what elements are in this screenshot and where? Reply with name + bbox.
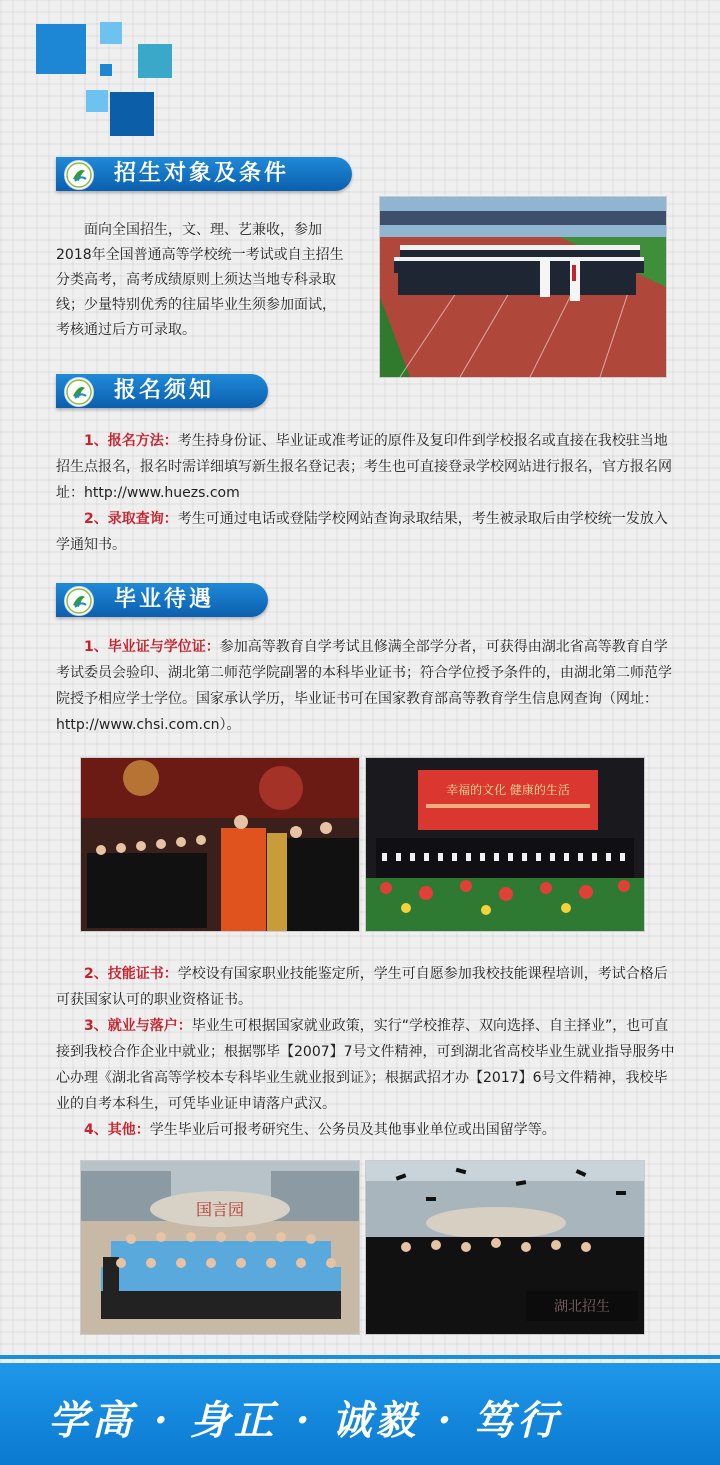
item-text: 学校设有国家职业技能鉴定所，学生可自愿参加我校技能课程培训，考试合格后可获国家认可的职业资格证书。 — [56, 966, 668, 1008]
section-heading-benefits — [56, 583, 268, 617]
item-label: 1、报名方法： — [84, 433, 178, 449]
item-label: 4、其他： — [84, 1122, 150, 1138]
list-item — [56, 428, 676, 506]
decor-square — [86, 90, 108, 112]
section3-body-1 — [56, 634, 676, 738]
item-label: 2、录取查询： — [84, 511, 178, 527]
item-text: 学生毕业后可报考研究生、公务员及其他事业单位或出国留学等。 — [149, 1122, 556, 1138]
decor-square — [100, 22, 122, 44]
decor-square — [138, 44, 172, 78]
photo-watermark-text: 湖北招生 — [554, 1299, 610, 1315]
body-line: 线；少量特别优秀的往届毕业生须参加面试， — [56, 297, 336, 313]
list-item — [56, 961, 676, 1013]
item-text: 毕业生可根据国家就业政策，实行“学校推荐、双向选择、自主择业”，也可直接到我校合作企业中就业；根据鄂毕【2007】7号文件精神，可到湖北省高校毕业生就业指导服务中心办理《湖北省高等学校本专科毕业生就业报到证》；根据武招才办【2017】6号文件精神，我校毕业的自考本科生，可凭毕业证申请落户武汉。 — [56, 1018, 675, 1112]
item-label: 2、技能证书： — [84, 966, 178, 982]
decor-square — [110, 92, 154, 136]
list-item — [56, 1013, 676, 1117]
decor-square — [36, 24, 86, 74]
section2-body — [56, 428, 676, 558]
school-logo-icon — [64, 586, 94, 616]
item-label: 1、毕业证与学位证： — [84, 639, 220, 655]
item-text: 考生可通过电话或登陆学校网站查询录取结果，考生被录取后由学校统一发放入学通知书。 — [56, 511, 668, 553]
school-logo-icon — [64, 160, 94, 190]
school-motto: 学高 · 身正 · 诚毅 · 笃行 — [48, 1397, 562, 1444]
photo-graduation-stage — [365, 757, 645, 932]
stage-banner-text: 幸福的文化 健康的生活 — [446, 783, 570, 797]
decor-square — [100, 64, 112, 76]
campus-stone-text: 国言园 — [195, 1200, 245, 1219]
photo-caps-toss — [365, 1160, 645, 1335]
school-logo-icon — [64, 377, 94, 407]
section-heading-registration — [56, 374, 268, 408]
body-line: 分类高考，高考成绩原则上须达当地专科录取 — [56, 272, 336, 288]
photo-marching-students — [379, 196, 667, 378]
footer-divider — [0, 1355, 720, 1359]
body-line: 考核通过后方可录取。 — [56, 322, 196, 338]
section-title: 招生对象及条件 — [114, 161, 290, 186]
body-line: 2018年全国普通高等学校统一考试或自主招生 — [56, 247, 344, 263]
section3-body-2 — [56, 961, 676, 1143]
section-title: 毕业待遇 — [114, 587, 215, 612]
item-text: 考生持身份证、毕业证或准考证的原件及复印件到学校报名或直接在我校驻当地招生点报名，报名时需详细填写新生报名登记表；考生也可直接登录学校网站进行报名，官方报名网址：http://www.huezs.com — [56, 433, 672, 501]
item-text: 参加高等教育自学考试且修满全部学分者，可获得由湖北省高等教育自学考试委员会验印、湖北第二师范学院副署的本科毕业证书；符合学位授予条件的，由湖北第二师范学院授予相应学士学位。国家承认学历，毕业证书可在国家教育部高等教育学生信息网查询（网址：http://www.chsi.com.cn）。 — [56, 639, 672, 733]
item-label: 3、就业与落户： — [84, 1018, 192, 1034]
photo-class-group — [80, 1160, 360, 1335]
list-item — [56, 634, 676, 738]
section-heading-admission — [56, 157, 352, 191]
list-item — [56, 1117, 676, 1143]
section-title: 报名须知 — [114, 378, 215, 403]
section1-body — [56, 218, 376, 343]
footer-banner — [0, 1363, 720, 1465]
body-line: 面向全国招生，文、理、艺兼收，参加 — [84, 222, 322, 238]
list-item — [56, 506, 676, 558]
photo-graduation-ceremony — [80, 757, 360, 932]
